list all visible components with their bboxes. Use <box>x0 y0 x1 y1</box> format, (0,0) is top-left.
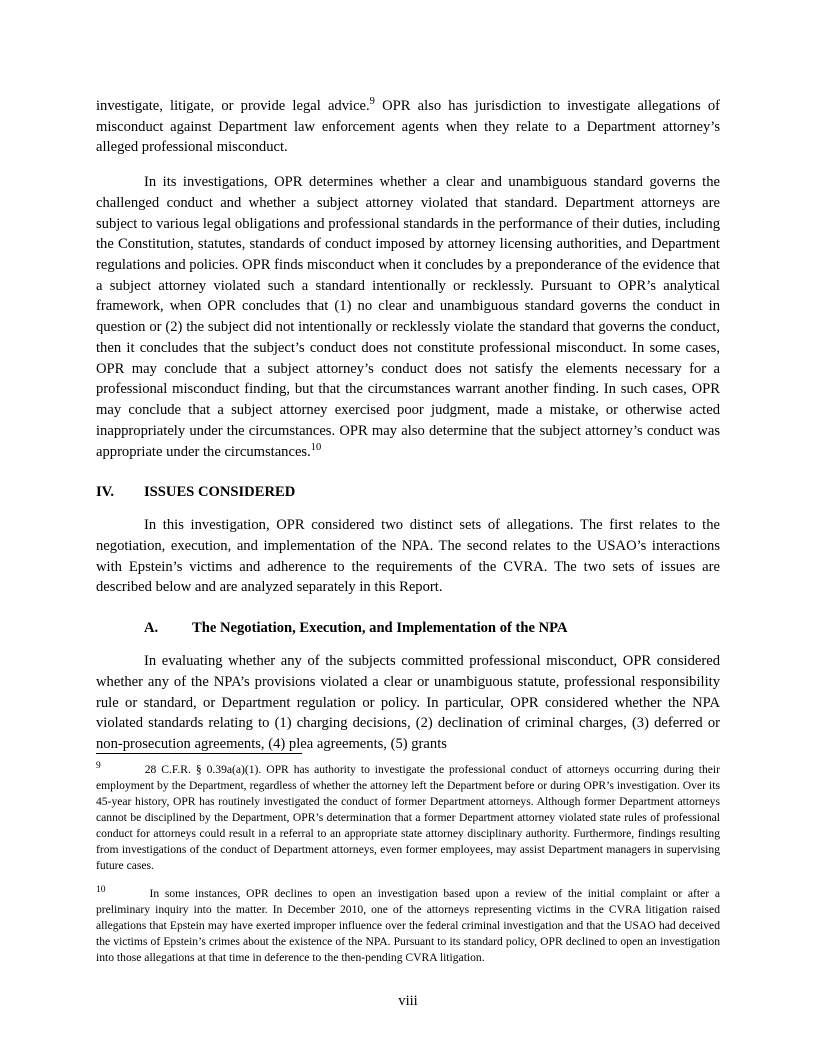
paragraph-text-tail: OPR also has jurisdiction to investigate allegations of misconduct against Department law enforcement agents when they relate to a Department attorney’s alleged professional misconduct. <box>96 98 720 156</box>
footnote-separator <box>96 753 302 754</box>
section-heading-issues-considered <box>96 484 720 501</box>
paragraph-issues-intro: In this investigation, OPR considered two distinct sets of allegations. The first relates to the negotiation, execution, and implementation of the NPA. The second relates to the USAO’s interactions with Epstein’s victims and adherence to the requirements of the CVRA. The two sets of issues are described below and are analyzed separately in this Report. <box>96 517 720 596</box>
paragraph-text: In its investigations, OPR determines whether a clear and unambiguous standard governs the challenged conduct and whether a subject attorney violated that standard. Department attorneys are subject to various legal obligations and professional standards in the performance of their duties, including the Constitution, statutes, standards of conduct imposed by attorney licensing authorities, and Department regulations and policies. OPR finds misconduct when it concludes by a preponderance of the evidence that a subject attorney violated such a standard intentionally or recklessly. Pursuant to OPR’s analytical framework, when OPR concludes that (1) no clear and unambiguous standard governs the conduct in question or (2) the subject did not intentionally or recklessly violate the standard that governs the conduct, then it concludes that the subject’s conduct does not constitute professional misconduct. In some cases, OPR may conclude that a subject attorney’s conduct does not satisfy the elements necessary for a professional misconduct finding, but that the circumstances warrant another finding. In such cases, OPR may conclude that a subject attorney exercised poor judgment, made a mistake, or otherwise acted inappropriately under the circumstances. OPR may also determine that the subject attorney’s conduct was appropriate under the circumstances. <box>96 174 720 460</box>
footnote-9-text: 28 C.F.R. § 0.39a(a)(1). OPR has authority to investigate the professional conduct of attorneys occurring during their employment by the Department, regardless of whether the attorney left the Department before or during OPR’s investigation. Over its 45-year history, OPR has routinely investigated the conduct of former Department attorneys. Although former Department attorneys cannot be disciplined by the Department, OPR’s determination that a former Department attorney violated state rules of professional conduct for attorneys could result in a referral to an appropriate state attorney disciplinary authority. Furthermore, findings resulting from investigations of the conduct of Department attorneys, even former employees, may assist Department managers in supervising future cases. <box>96 763 720 873</box>
section-heading-number: IV. <box>96 484 114 501</box>
subsection-heading-npa <box>96 620 720 637</box>
paragraph-opr-investigations <box>96 172 720 462</box>
footnote-ref-10: 10 <box>310 441 322 453</box>
footnote-9 <box>96 762 720 874</box>
footnote-10-text: In some instances, OPR declines to open an investigation based upon a review of the initial complaint or after a preliminary inquiry into the matter. In December 2010, one of the attorneys representing victims in the CVRA litigation raised allegations that Epstein may have exerted improper influence over the federal criminal investigation and that the USAO had deceived the victims of Epstein’s crimes about the existence of the NPA. Pursuant to its standard policy, OPR declined to open an investigation into those allegations at that time in deference to the then-pending CVRA litigation. <box>96 887 720 965</box>
paragraph-continuation <box>96 96 720 158</box>
subsection-heading-number: A. <box>144 620 159 637</box>
footnote-10-number: 10 <box>96 885 106 896</box>
footnote-ref-9: 9 <box>369 96 375 108</box>
section-heading-title: ISSUES CONSIDERED <box>144 484 296 501</box>
page-number: viii <box>398 993 418 1009</box>
footnote-area <box>96 737 720 978</box>
footnote-9-number: 9 <box>96 761 101 772</box>
paragraph-npa-evaluation: In evaluating whether any of the subjects committed professional misconduct, OPR considered whether any of the NPA’s provisions violated a clear or unambiguous statute, professional responsibility rule or standard, or Department regulation or policy. In particular, OPR considered whether the NPA violated standards relating to (1) charging decisions, (2) declination of criminal charges, (3) deferred or non-prosecution agreements, (4) plea agreements, (5) grants <box>96 653 720 752</box>
subsection-heading-title: The Negotiation, Execution, and Implementation of the NPA <box>192 620 568 637</box>
footnote-10 <box>96 886 720 966</box>
paragraph-text: investigate, litigate, or provide legal advice. <box>96 98 370 114</box>
